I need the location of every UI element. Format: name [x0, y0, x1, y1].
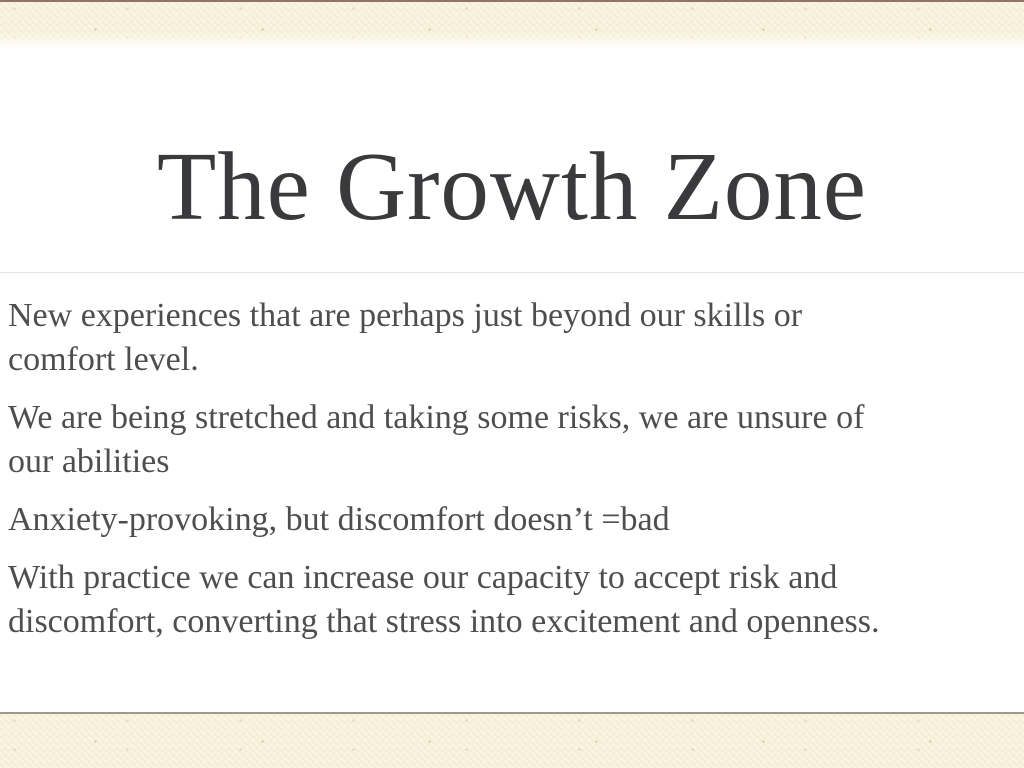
text-line: New experiences that are perhaps just beyond our skills or [8, 297, 803, 334]
text-line: Anxiety-provoking, but discomfort doesn’t =bad [8, 501, 670, 538]
slide-bottom-border-texture [0, 712, 1024, 768]
text-line: our abilities [8, 443, 170, 480]
body-paragraph [8, 498, 1002, 542]
slide-body [8, 294, 1002, 658]
text-line: We are being stretched and taking some risks, we are unsure of [8, 399, 865, 436]
text-line: comfort level. [8, 341, 199, 378]
body-paragraph [8, 556, 1002, 644]
slide-top-border-texture [0, 0, 1024, 47]
body-paragraph [8, 396, 1002, 484]
slide-title: The Growth Zone [157, 133, 867, 240]
text-line: discomfort, converting that stress into excitement and openness. [8, 603, 880, 640]
text-line: With practice we can increase our capacity to accept risk and [8, 559, 838, 596]
title-divider-line [0, 272, 1024, 273]
body-paragraph [8, 294, 1002, 382]
